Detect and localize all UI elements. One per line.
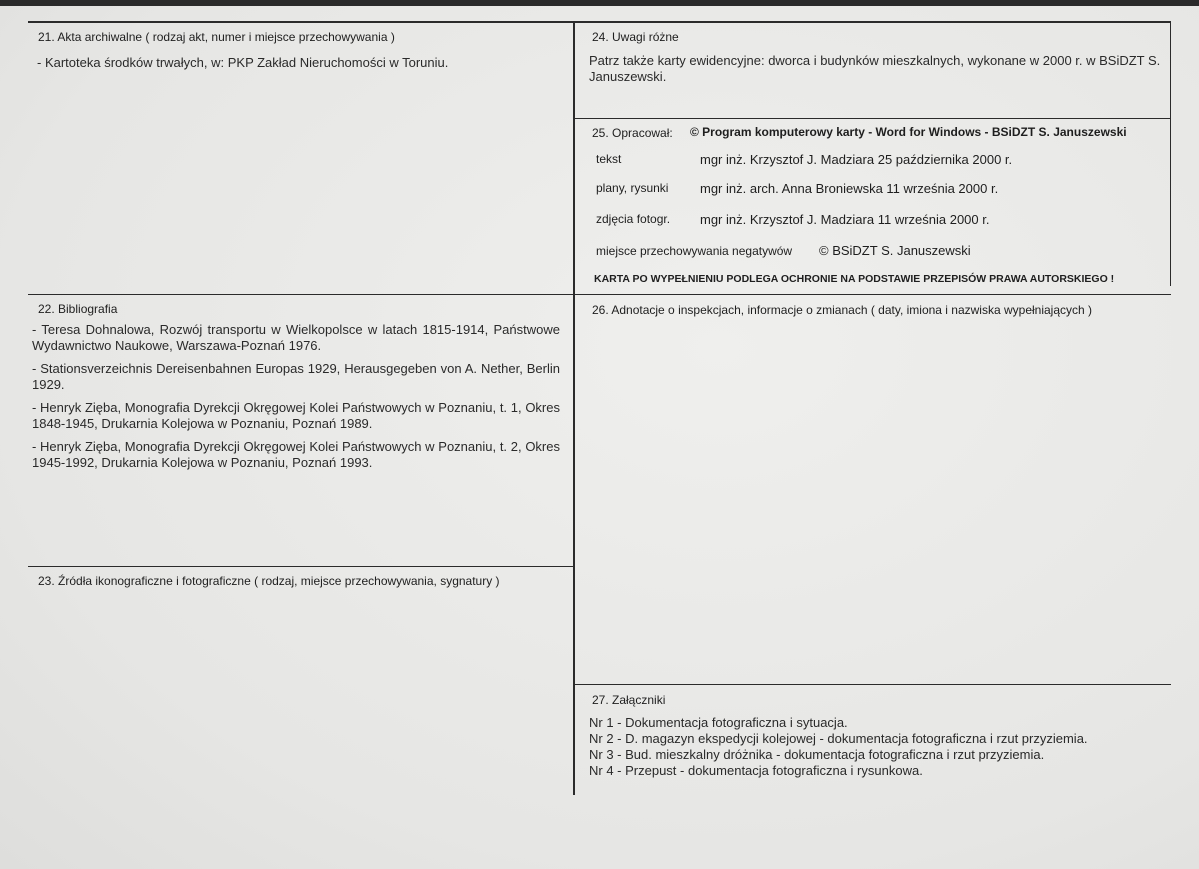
top-rule — [28, 21, 1171, 23]
author-row-label-plans: plany, rysunki — [596, 181, 669, 195]
attachment-item: Nr 2 - D. magazyn ekspedycji kolejowej - dokumentacja fotograficzna i rzut przyziemia. — [589, 731, 1088, 746]
divider-22-23 — [28, 566, 574, 567]
right-edge-line — [1170, 22, 1171, 286]
program-credit: © Program komputerowy karty - Word for Windows - BSiDZT S. Januszewski — [690, 125, 1127, 139]
section-24-text: Patrz także karty ewidencyjne: dworca i budynków mieszkalnych, wykonane w 2000 r. w BSiDZT S. Januszewski. — [589, 53, 1161, 84]
divider-24-25 — [575, 118, 1171, 119]
section-22-title: 22. Bibliografia — [38, 302, 118, 316]
section-27-title: 27. Załączniki — [592, 693, 666, 707]
section-26-title: 26. Adnotacje o inspekcjach, informacje o zmianach ( daty, imiona i nazwiska wypełniających ) — [592, 303, 1093, 317]
author-row-label-text: tekst — [596, 152, 622, 166]
copyright-notice: KARTA PO WYPEŁNIENIU PODLEGA OCHRONIE NA PODSTAWIE PRZEPISÓW PRAWA AUTORSKIEGO ! — [594, 273, 1115, 285]
divider-26-27 — [575, 684, 1171, 685]
divider-21-22 — [28, 294, 574, 295]
negatives-location-value: © BSiDZT S. Januszewski — [819, 243, 971, 258]
bibliography-item: - Teresa Dohnalowa, Rozwój transportu w Wielkopolsce w latach 1815-1914, Państwowe Wydawnictwo Naukowe, Warszawa-Poznań 1976. — [32, 322, 560, 353]
attachments-list — [589, 715, 1164, 779]
attachment-item: Nr 3 - Bud. mieszkalny dróżnika - dokumentacja fotograficzna i rzut przyziemia. — [589, 747, 1045, 762]
author-row-value-text: mgr inż. Krzysztof J. Madziara 25 października 2000 r. — [700, 152, 1013, 167]
negatives-location-label: miejsce przechowywania negatywów — [596, 244, 793, 258]
author-row-value-photos: mgr inż. Krzysztof J. Madziara 11 września 2000 r. — [700, 212, 990, 227]
bibliography-item: - Henryk Zięba, Monografia Dyrekcji Okręgowej Kolei Państwowych w Poznaniu, t. 2, Okres 1945-1992, Drukarnia Kolejowa w Poznaniu, Poznań 1993. — [32, 439, 560, 470]
divider-25-26 — [575, 294, 1171, 295]
bibliography-item: - Henryk Zięba, Monografia Dyrekcji Okręgowej Kolei Państwowych w Poznaniu, t. 1, Okres 1848-1945, Drukarnia Kolejowa w Poznaniu, Poznań 1989. — [32, 400, 560, 431]
scan-top-edge — [0, 0, 1199, 6]
author-row-value-plans: mgr inż. arch. Anna Broniewska 11 września 2000 r. — [700, 181, 999, 196]
bibliography-item: - Stationsverzeichnis Dereisenbahnen Europas 1929, Herausgegeben von A. Nether, Berlin 1929. — [32, 361, 560, 392]
attachment-item: Nr 1 - Dokumentacja fotograficzna i sytuacja. — [589, 715, 848, 730]
section-25-title: 25. Opracował: — [592, 126, 673, 140]
attachment-item: Nr 4 - Przepust - dokumentacja fotograficzna i rysunkowa. — [589, 763, 923, 778]
section-21-item: - Kartoteka środków trwałych, w: PKP Zakład Nieruchomości w Toruniu. — [37, 55, 449, 70]
section-23-title: 23. Źródła ikonograficzne i fotograficzne ( rodzaj, miejsce przechowywania, sygnatury ) — [38, 574, 500, 588]
bibliography-list — [32, 322, 560, 478]
section-24-title: 24. Uwagi różne — [592, 30, 679, 44]
author-row-label-photos: zdjęcia fotogr. — [596, 212, 671, 226]
center-vertical-divider — [573, 22, 575, 795]
section-21-title: 21. Akta archiwalne ( rodzaj akt, numer i miejsce przechowywania ) — [38, 30, 395, 44]
